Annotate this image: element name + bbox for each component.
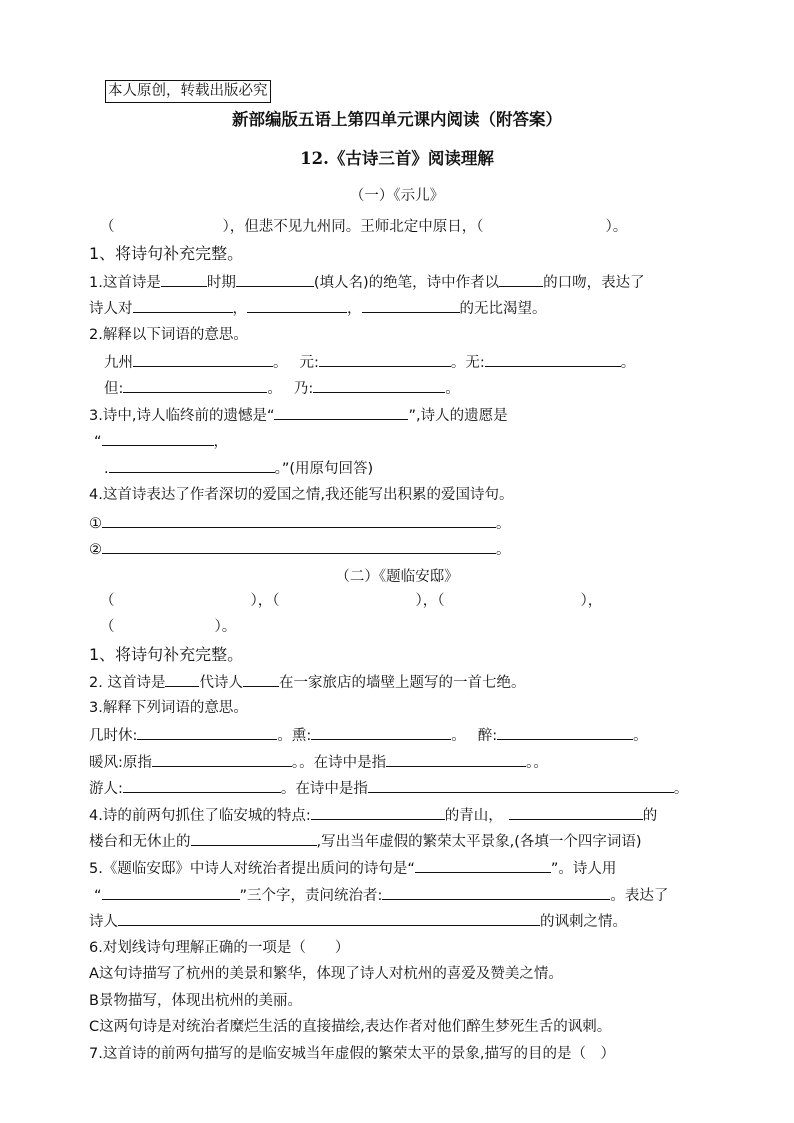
blank[interactable] <box>362 298 460 313</box>
section2-heading: （二）《题临安邸》 <box>335 569 459 585</box>
s2-q4-line2: 楼台和无休止的 ,写出当年虚假的繁荣太平景象,(各填一个四字词语) <box>89 831 642 852</box>
page-subtitle: 12.《古诗三首》阅读理解 <box>300 149 494 168</box>
blank[interactable] <box>368 778 674 793</box>
blank[interactable] <box>311 805 445 820</box>
blank[interactable] <box>137 725 277 740</box>
blank[interactable] <box>102 539 496 554</box>
blank[interactable] <box>247 298 347 313</box>
s2-question-3: 3.解释下列词语的意思。 <box>89 700 248 716</box>
blank[interactable] <box>123 778 281 793</box>
s2-question-5: 5.《题临安邸》中诗人对统治者提出质问的诗句是“ ”。诗人用 <box>89 858 616 879</box>
s1-q4-line2: “ ， <box>94 431 228 452</box>
s2-question-6: 6.对划线诗句理解正确的一项是（ ） <box>89 940 350 956</box>
blank[interactable] <box>236 272 314 287</box>
s2-q6-option-b[interactable]: B景物描写，体现出杭州的美丽。 <box>89 993 302 1009</box>
section1-poem-line: （ ），但悲不见九州同。王师北定中原日，（ ）。 <box>100 219 628 235</box>
blank[interactable] <box>382 885 610 900</box>
blank[interactable] <box>415 858 551 873</box>
s1-question-5: 4.这首诗表达了作者深切的爱国之情,我还能写出积累的爱国诗句。 <box>89 487 514 503</box>
blank[interactable] <box>102 431 214 446</box>
blank[interactable] <box>133 298 233 313</box>
blank[interactable] <box>123 378 267 393</box>
blank[interactable] <box>319 352 451 367</box>
s1-q3-row2: 但: 。 乃: 。 <box>104 378 460 399</box>
s2-q3-row2: 暖风:原指 。。在诗中是指 。。 <box>89 752 548 773</box>
blank[interactable] <box>165 672 199 687</box>
blank[interactable] <box>274 405 408 420</box>
blank[interactable] <box>311 725 451 740</box>
s1-question-2-line2: 诗人对 ， ， 的无比渴望。 <box>89 298 547 319</box>
section2-poem-line1: （ ），（ ），（ ）， <box>100 593 603 609</box>
s2-q3-row1: 几时休: 。熏: 。 醉: 。 <box>89 725 648 746</box>
section1-heading: （一）《示儿》 <box>349 188 445 204</box>
s2-question-2: 2. 这首诗是 代诗人 在一家旅店的墙壁上题写的一首七绝。 <box>89 672 525 693</box>
blank[interactable] <box>509 805 643 820</box>
s2-q6-option-a[interactable]: A这句诗描写了杭州的美景和繁华，体现了诗人对杭州的喜爱及赞美之情。 <box>89 966 563 982</box>
blank[interactable] <box>313 378 445 393</box>
s2-question-1: 1、将诗句补充完整。 <box>89 645 244 664</box>
s1-question-3: 2.解释以下词语的意思。 <box>89 327 248 343</box>
blank[interactable] <box>497 725 633 740</box>
blank[interactable] <box>152 752 292 767</box>
s1-q4-line3: . 。”(用原句回答) <box>104 458 373 479</box>
blank[interactable] <box>191 831 317 846</box>
s1-question-2: 1.这首诗是 时期 (填人名)的绝笔，诗中作者以 的口吻，表达了 <box>89 272 645 293</box>
blank[interactable] <box>109 458 275 473</box>
blank[interactable] <box>386 752 526 767</box>
blank[interactable] <box>133 352 273 367</box>
s1-q3-row1: 九州 。 元: 。无: 。 <box>104 352 635 373</box>
blank[interactable] <box>243 672 279 687</box>
blank[interactable] <box>485 352 621 367</box>
s1-q5-line2: ② 。 <box>89 539 511 560</box>
copyright-stamp: 本人原创，转载出版必究 <box>105 80 271 103</box>
s2-question-4: 4.诗的前两句抓住了临安城的特点: 的青山， 的 <box>89 805 657 826</box>
s1-question-4: 3.诗中,诗人临终前的遗憾是“ ”,诗人的遗愿是 <box>89 405 508 426</box>
section2-poem-line2: （ ）。 <box>100 619 237 635</box>
s2-q3-row3: 游人: 。在诗中是指 。 <box>89 778 688 799</box>
s2-q5-line2: “ ”三个字，责问统治者: 。表达了 <box>94 885 668 906</box>
blank[interactable] <box>102 885 240 900</box>
page-title: 新部编版五语上第四单元课内阅读（附答案） <box>232 110 562 129</box>
s2-q6-option-c[interactable]: C这两句诗是对统治者糜烂生活的直接描绘,表达作者对他们醉生梦死生舌的讽刺。 <box>89 1019 612 1035</box>
s2-q5-line3: 诗人 的讽刺之情。 <box>89 911 627 932</box>
s2-question-7: 7.这首诗的前两句描写的是临安城当年虚假的繁荣太平的景象,描写的目的是（ ） <box>89 1046 615 1062</box>
blank[interactable] <box>118 911 540 926</box>
blank[interactable] <box>102 513 496 528</box>
blank[interactable] <box>499 272 543 287</box>
s1-q5-line1: ① 。 <box>89 513 511 534</box>
s1-question-1: 1、将诗句补充完整。 <box>89 244 244 263</box>
blank[interactable] <box>161 272 207 287</box>
